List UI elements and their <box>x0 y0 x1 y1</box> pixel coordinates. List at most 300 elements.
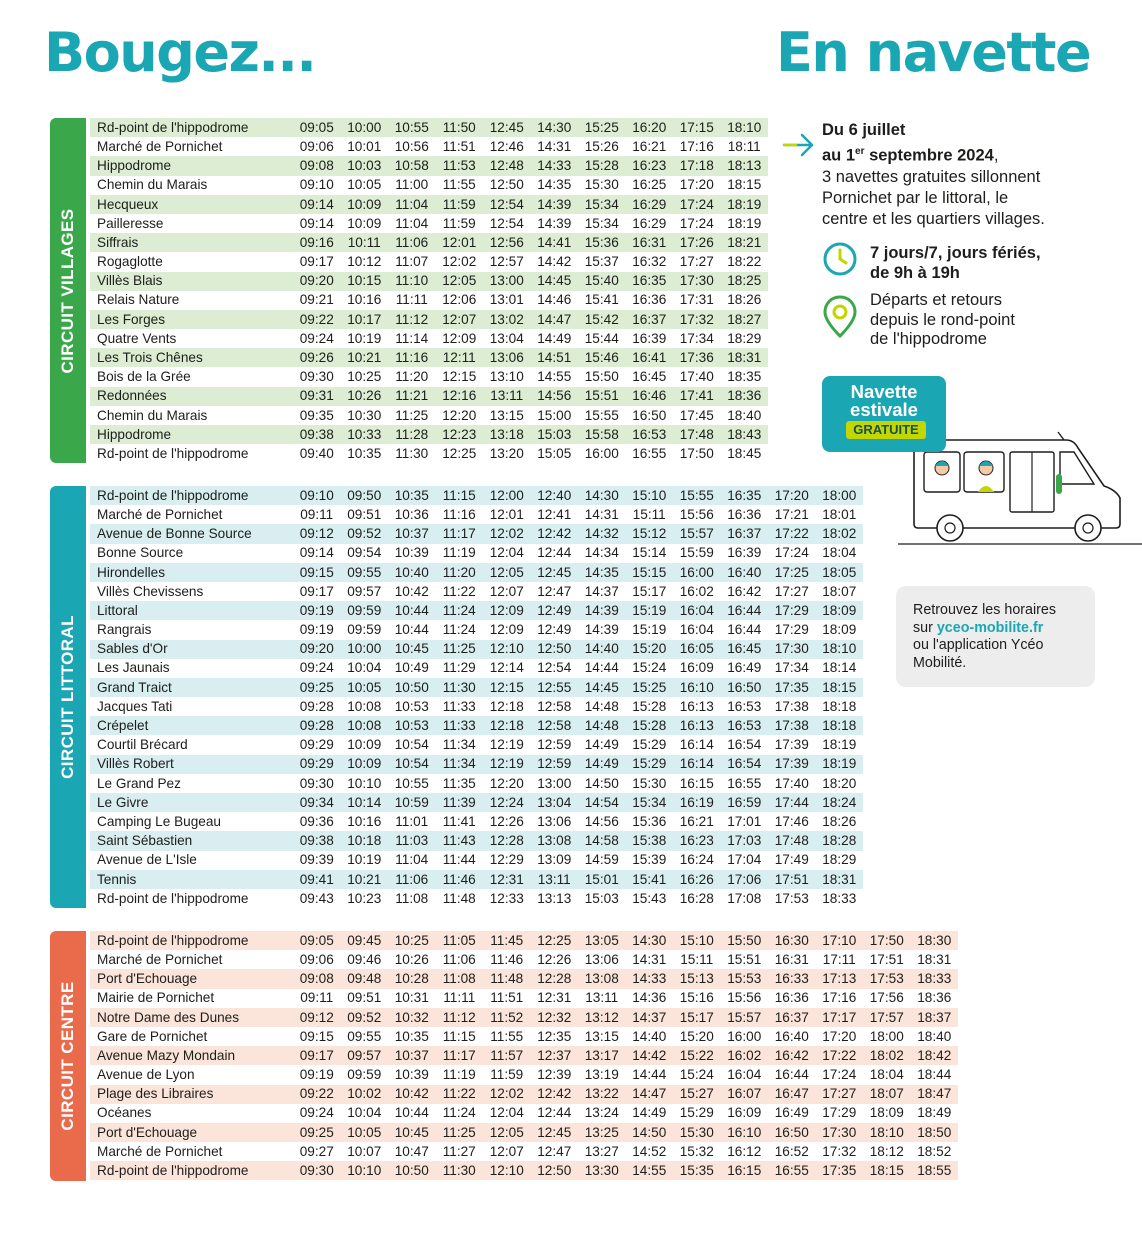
departure-time: 14:30 <box>584 487 619 503</box>
departure-time: 11:24 <box>442 622 476 638</box>
departure-time: 10:40 <box>394 564 429 580</box>
departure-time: 09:35 <box>299 407 334 423</box>
departure-time: 11:07 <box>395 254 429 270</box>
departure-time: 17:20 <box>679 177 714 193</box>
stop-name: Villès Blais <box>97 273 163 289</box>
times <box>293 527 863 541</box>
departure-time: 09:30 <box>299 775 334 791</box>
departure-time: 13:04 <box>537 794 572 810</box>
departure-time: 14:31 <box>537 138 572 154</box>
departure-time: 17:39 <box>774 756 809 772</box>
stop-name: Rd-point de l'hippodrome <box>97 445 249 461</box>
table-row <box>90 156 768 175</box>
departure-time: 18:18 <box>822 718 857 734</box>
departure-time: 12:05 <box>442 273 477 289</box>
departure-time: 11:03 <box>395 833 429 849</box>
table-row <box>90 425 768 444</box>
departure-time: 15:56 <box>727 990 762 1006</box>
departure-time: 18:31 <box>917 951 952 967</box>
departure-time: 17:51 <box>869 951 904 967</box>
departure-time: 10:05 <box>347 177 382 193</box>
times <box>293 796 863 810</box>
departure-time: 18:15 <box>869 1163 904 1179</box>
departure-time: 12:25 <box>442 445 477 461</box>
departure-time: 18:24 <box>822 794 857 810</box>
departure-time: 11:30 <box>395 445 429 461</box>
desc-line-3: centre et les quartiers villages. <box>822 209 1045 228</box>
departure-time: 12:50 <box>489 177 524 193</box>
departure-time: 10:47 <box>394 1143 429 1159</box>
stop-name: Les Jaunais <box>97 660 170 676</box>
departure-time: 16:54 <box>727 756 762 772</box>
times <box>293 293 768 307</box>
times <box>293 623 863 637</box>
times <box>293 1068 958 1082</box>
circuit-label: CIRCUIT VILLAGES <box>58 207 77 374</box>
departure-time: 18:29 <box>822 852 857 868</box>
departure-time: 14:31 <box>632 951 667 967</box>
departure-time: 15:24 <box>632 660 667 676</box>
departure-time: 10:44 <box>394 1105 429 1121</box>
departure-time: 16:49 <box>727 660 762 676</box>
times <box>293 642 863 656</box>
departure-time: 13:11 <box>585 990 619 1006</box>
departure-time: 16:09 <box>679 660 714 676</box>
departure-time: 16:23 <box>679 833 714 849</box>
departure-time: 13:00 <box>537 775 572 791</box>
departure-time: 09:12 <box>299 526 334 542</box>
departure-time: 10:26 <box>347 388 382 404</box>
departure-time: 12:49 <box>537 602 572 618</box>
departure-time: 14:35 <box>584 564 619 580</box>
departure-time: 09:17 <box>299 583 334 599</box>
departure-time: 09:43 <box>299 890 334 906</box>
departure-time: 09:12 <box>299 1009 334 1025</box>
times <box>293 198 768 212</box>
times <box>293 159 768 173</box>
departure-time: 10:44 <box>394 602 429 618</box>
departure-time: 13:27 <box>584 1143 619 1159</box>
departure-time: 12:58 <box>537 698 572 714</box>
departure-time: 11:17 <box>442 1047 476 1063</box>
departure-time: 09:06 <box>299 951 334 967</box>
table-row <box>90 214 768 233</box>
departure-time: 10:50 <box>394 679 429 695</box>
departure-time: 10:09 <box>347 737 382 753</box>
departure-time: 13:12 <box>584 1009 619 1025</box>
departure-time: 10:39 <box>394 1067 429 1083</box>
departure-time: 09:46 <box>347 951 382 967</box>
departure-time: 11:25 <box>442 1124 476 1140</box>
departure-time: 11:12 <box>395 311 429 327</box>
departure-time: 14:49 <box>632 1105 667 1121</box>
departure-time: 18:09 <box>869 1105 904 1121</box>
departure-time: 17:24 <box>774 545 809 561</box>
departure-time: 11:25 <box>442 641 476 657</box>
departure-time: 10:49 <box>394 660 429 676</box>
departure-time: 09:30 <box>299 1163 334 1179</box>
departure-time: 16:20 <box>632 119 667 135</box>
departure-time: 18:05 <box>822 564 857 580</box>
times <box>293 738 863 752</box>
departure-time: 16:46 <box>632 388 667 404</box>
departure-time: 11:05 <box>442 932 476 948</box>
times <box>293 719 863 733</box>
departure-time: 11:53 <box>442 158 476 174</box>
times <box>293 1126 958 1140</box>
departure-time: 10:11 <box>347 234 381 250</box>
departure-time: 18:28 <box>822 833 857 849</box>
departure-time: 09:05 <box>299 932 334 948</box>
departure-time: 14:35 <box>537 177 572 193</box>
departure-time: 18:25 <box>727 273 762 289</box>
departure-time: 12:50 <box>537 1163 572 1179</box>
departure-time: 16:07 <box>727 1086 762 1102</box>
departure-time: 10:26 <box>394 951 429 967</box>
departure-time: 10:07 <box>347 1143 382 1159</box>
depart-line-1: Départs et retours <box>870 291 1003 309</box>
departure-time: 14:42 <box>632 1047 667 1063</box>
departure-time: 10:25 <box>394 932 429 948</box>
departure-time: 12:41 <box>537 506 572 522</box>
departure-time: 10:45 <box>394 641 429 657</box>
departure-time: 10:21 <box>347 871 382 887</box>
departure-time: 17:24 <box>679 215 714 231</box>
departure-time: 15:53 <box>727 971 762 987</box>
departure-time: 09:10 <box>299 487 334 503</box>
departure-time: 15:36 <box>584 234 619 250</box>
stop-name: Villès Robert <box>97 756 174 772</box>
times <box>293 546 863 560</box>
departure-time: 16:21 <box>679 813 714 829</box>
departure-time: 09:28 <box>299 698 334 714</box>
departure-time: 14:48 <box>584 718 619 734</box>
departure-time: 17:25 <box>774 564 809 580</box>
date-line-2-a: au 1 <box>822 146 856 165</box>
departure-time: 18:14 <box>822 660 857 676</box>
departure-time: 18:07 <box>869 1086 904 1102</box>
departure-time: 15:29 <box>632 756 667 772</box>
departure-time: 09:41 <box>299 871 334 887</box>
departure-time: 11:12 <box>442 1009 476 1025</box>
departure-time: 10:01 <box>347 138 382 154</box>
departure-time: 12:14 <box>489 660 524 676</box>
departure-time: 10:23 <box>347 890 382 906</box>
departure-time: 14:45 <box>537 273 572 289</box>
table-row <box>90 1161 958 1180</box>
table-row <box>90 1065 958 1084</box>
departure-time: 16:31 <box>774 951 809 967</box>
departure-time: 09:31 <box>299 388 334 404</box>
info-note <box>896 586 1095 687</box>
departure-time: 15:50 <box>727 932 762 948</box>
departure-time: 11:14 <box>395 330 429 346</box>
stop-name: Sables d'Or <box>97 641 168 657</box>
stop-name: Rd-point de l'hippodrome <box>97 119 249 135</box>
table-row <box>90 137 768 156</box>
times <box>293 661 863 675</box>
departure-time: 14:58 <box>584 833 619 849</box>
departure-time: 09:05 <box>299 119 334 135</box>
departure-time: 16:39 <box>727 545 762 561</box>
departure-time: 12:11 <box>442 350 476 366</box>
departure-time: 14:33 <box>632 971 667 987</box>
departure-time: 10:39 <box>394 545 429 561</box>
page-title: Bougez... <box>44 21 316 84</box>
departure-time: 12:44 <box>537 1105 572 1121</box>
stop-name: Le Givre <box>97 794 149 810</box>
website-link[interactable]: yceo-mobilite.fr <box>936 619 1044 636</box>
times <box>293 585 863 599</box>
departure-time: 16:14 <box>679 737 714 753</box>
departure-time: 18:09 <box>822 622 857 638</box>
departure-time: 16:37 <box>632 311 667 327</box>
departure-time: 09:25 <box>299 1124 334 1140</box>
departure-time: 17:26 <box>679 234 714 250</box>
depart-line-2: depuis le rond-point <box>870 310 1015 329</box>
times <box>293 873 863 887</box>
departure-time: 16:42 <box>727 583 762 599</box>
circuit-label: CIRCUIT LITTORAL <box>58 615 77 779</box>
departure-time: 12:26 <box>537 951 572 967</box>
departure-time: 11:30 <box>442 679 476 695</box>
table-row <box>90 233 768 252</box>
departure-time: 17:56 <box>869 990 904 1006</box>
departure-time: 17:32 <box>679 311 714 327</box>
departure-time: 12:18 <box>489 718 524 734</box>
departure-time: 12:15 <box>442 369 477 385</box>
departure-time: 12:32 <box>537 1009 572 1025</box>
departure-time: 11:43 <box>442 833 476 849</box>
departure-time: 10:44 <box>394 622 429 638</box>
departure-time: 13:13 <box>537 890 572 906</box>
departure-time: 10:55 <box>394 119 429 135</box>
table-row <box>90 252 768 271</box>
departure-time: 11:35 <box>442 775 476 791</box>
departure-time: 10:19 <box>347 330 382 346</box>
departure-time: 12:02 <box>489 526 524 542</box>
departure-time: 16:59 <box>727 794 762 810</box>
times <box>293 274 768 288</box>
departure-time: 10:05 <box>347 679 382 695</box>
departure-time: 09:40 <box>299 445 334 461</box>
departure-time: 11:45 <box>490 932 524 948</box>
departure-time: 16:50 <box>727 679 762 695</box>
departure-time: 12:02 <box>442 254 477 270</box>
departure-time: 09:30 <box>299 369 334 385</box>
table-row <box>90 831 863 850</box>
departure-time: 12:49 <box>537 622 572 638</box>
departure-time: 10:17 <box>347 311 382 327</box>
times <box>293 1030 958 1044</box>
times <box>293 681 863 695</box>
stop-name: Port d'Echouage <box>97 971 198 987</box>
departure-time: 18:47 <box>917 1086 952 1102</box>
date-line-1: Du 6 juillet <box>822 121 906 139</box>
departure-time: 09:14 <box>299 215 334 231</box>
departure-time: 11:06 <box>395 871 429 887</box>
departure-time: 12:28 <box>489 833 524 849</box>
departure-time: 17:53 <box>869 971 904 987</box>
departure-time: 09:17 <box>299 1047 334 1063</box>
table-row <box>90 444 768 463</box>
departure-time: 17:04 <box>727 852 762 868</box>
table-row <box>90 716 863 735</box>
departure-time: 16:44 <box>727 622 762 638</box>
table-row <box>90 348 768 367</box>
departure-time: 10:54 <box>394 756 429 772</box>
circuit-band <box>50 486 86 908</box>
times <box>293 351 768 365</box>
departure-time: 13:25 <box>584 1124 619 1140</box>
departure-time: 11:19 <box>442 545 476 561</box>
departure-time: 10:16 <box>347 292 382 308</box>
departure-time: 17:13 <box>822 971 857 987</box>
departure-time: 16:23 <box>632 158 667 174</box>
departure-time: 13:19 <box>584 1067 619 1083</box>
departure-time: 11:22 <box>442 583 476 599</box>
departure-time: 09:19 <box>299 622 334 638</box>
departure-time: 17:10 <box>822 932 857 948</box>
departure-time: 17:16 <box>822 990 857 1006</box>
times <box>293 389 768 403</box>
departure-time: 14:34 <box>584 545 619 561</box>
departure-time: 18:49 <box>917 1105 952 1121</box>
departure-time: 09:27 <box>299 1143 334 1159</box>
times <box>293 447 768 461</box>
departure-time: 10:53 <box>394 698 429 714</box>
stop-name: Océanes <box>97 1105 152 1121</box>
departure-time: 10:56 <box>394 138 429 154</box>
departure-time: 12:45 <box>537 564 572 580</box>
departure-time: 15:10 <box>679 932 714 948</box>
stop-name: Rogaglotte <box>97 254 163 270</box>
times <box>293 1106 958 1120</box>
departure-time: 14:32 <box>584 526 619 542</box>
table-row <box>90 1085 958 1104</box>
departure-time: 10:55 <box>394 775 429 791</box>
departure-time: 09:20 <box>299 273 334 289</box>
departure-time: 09:16 <box>299 234 334 250</box>
stop-name: Le Grand Pez <box>97 775 181 791</box>
stop-name: Les Trois Chênes <box>97 350 203 366</box>
departure-time: 17:01 <box>727 813 762 829</box>
times <box>293 236 768 250</box>
departure-time: 16:40 <box>727 564 762 580</box>
departure-time: 15:28 <box>632 698 667 714</box>
departure-time: 18:44 <box>917 1067 952 1083</box>
departure-time: 18:33 <box>822 890 857 906</box>
departure-time: 18:21 <box>727 234 762 250</box>
departure-time: 15:17 <box>632 583 667 599</box>
departure-time: 16:21 <box>632 138 667 154</box>
departure-time: 12:10 <box>489 1163 524 1179</box>
departure-time: 12:24 <box>489 794 524 810</box>
times <box>293 140 768 154</box>
departure-time: 14:42 <box>537 254 572 270</box>
departure-time: 14:31 <box>584 506 619 522</box>
stop-name: Marché de Pornichet <box>97 1143 223 1159</box>
departure-time: 16:30 <box>774 932 809 948</box>
departure-time: 15:25 <box>632 679 667 695</box>
departure-time: 09:11 <box>300 506 334 522</box>
departure-time: 14:41 <box>537 234 572 250</box>
departure-time: 16:55 <box>727 775 762 791</box>
departure-time: 11:20 <box>395 369 429 385</box>
departure-time: 16:19 <box>679 794 714 810</box>
departure-time: 11:59 <box>442 215 476 231</box>
departure-time: 18:40 <box>727 407 762 423</box>
departure-time: 11:33 <box>442 698 476 714</box>
departure-time: 10:03 <box>347 158 382 174</box>
times <box>293 370 768 384</box>
departure-time: 09:06 <box>299 138 334 154</box>
departure-time: 14:30 <box>537 119 572 135</box>
arrow-icon <box>782 130 816 160</box>
departure-time: 11:39 <box>442 794 476 810</box>
departure-time: 16:28 <box>679 890 714 906</box>
departure-time: 16:25 <box>632 177 667 193</box>
departure-time: 17:34 <box>774 660 809 676</box>
departure-time: 12:47 <box>537 1143 572 1159</box>
departure-time: 13:05 <box>584 932 619 948</box>
stop-name: Pailleresse <box>97 215 164 231</box>
departure-time: 12:20 <box>489 775 524 791</box>
departure-time: 09:39 <box>299 852 334 868</box>
departure-time: 18:10 <box>869 1124 904 1140</box>
departure-time: 18:04 <box>822 545 857 561</box>
departure-time: 16:04 <box>679 622 714 638</box>
departure-time: 16:39 <box>632 330 667 346</box>
table-row <box>90 774 863 793</box>
departure-time: 11:08 <box>442 971 476 987</box>
departure-time: 15:41 <box>632 871 667 887</box>
departure-time: 12:18 <box>489 698 524 714</box>
departure-time: 11:46 <box>490 951 524 967</box>
departure-time: 09:11 <box>300 990 334 1006</box>
departure-time: 15:57 <box>679 526 714 542</box>
departure-time: 18:09 <box>822 602 857 618</box>
stop-name: Avenue de Lyon <box>97 1067 195 1083</box>
departure-time: 15:10 <box>632 487 667 503</box>
departure-time: 09:36 <box>299 813 334 829</box>
departure-time: 12:01 <box>489 506 524 522</box>
departure-time: 15:27 <box>679 1086 714 1102</box>
departure-time: 13:06 <box>537 813 572 829</box>
times <box>293 1087 958 1101</box>
departure-time: 17:48 <box>679 426 714 442</box>
departure-time: 14:55 <box>632 1163 667 1179</box>
times <box>293 1145 958 1159</box>
times <box>293 1164 958 1178</box>
departure-time: 14:49 <box>537 330 572 346</box>
departure-time: 15:50 <box>584 369 619 385</box>
departure-time: 15:03 <box>584 890 619 906</box>
departure-time: 12:46 <box>489 138 524 154</box>
stop-name: Grand Traict <box>97 679 172 695</box>
table-row <box>90 406 768 425</box>
departure-time: 16:53 <box>632 426 667 442</box>
times <box>293 853 863 867</box>
departure-time: 12:09 <box>489 622 524 638</box>
days-line-2: de 9h à 19h <box>870 263 960 282</box>
departure-time: 18:55 <box>917 1163 952 1179</box>
departure-time: 17:45 <box>679 407 714 423</box>
clock-icon <box>822 241 858 277</box>
departure-time: 12:16 <box>442 388 477 404</box>
departure-time: 14:56 <box>584 813 619 829</box>
departure-time: 15:57 <box>727 1009 762 1025</box>
